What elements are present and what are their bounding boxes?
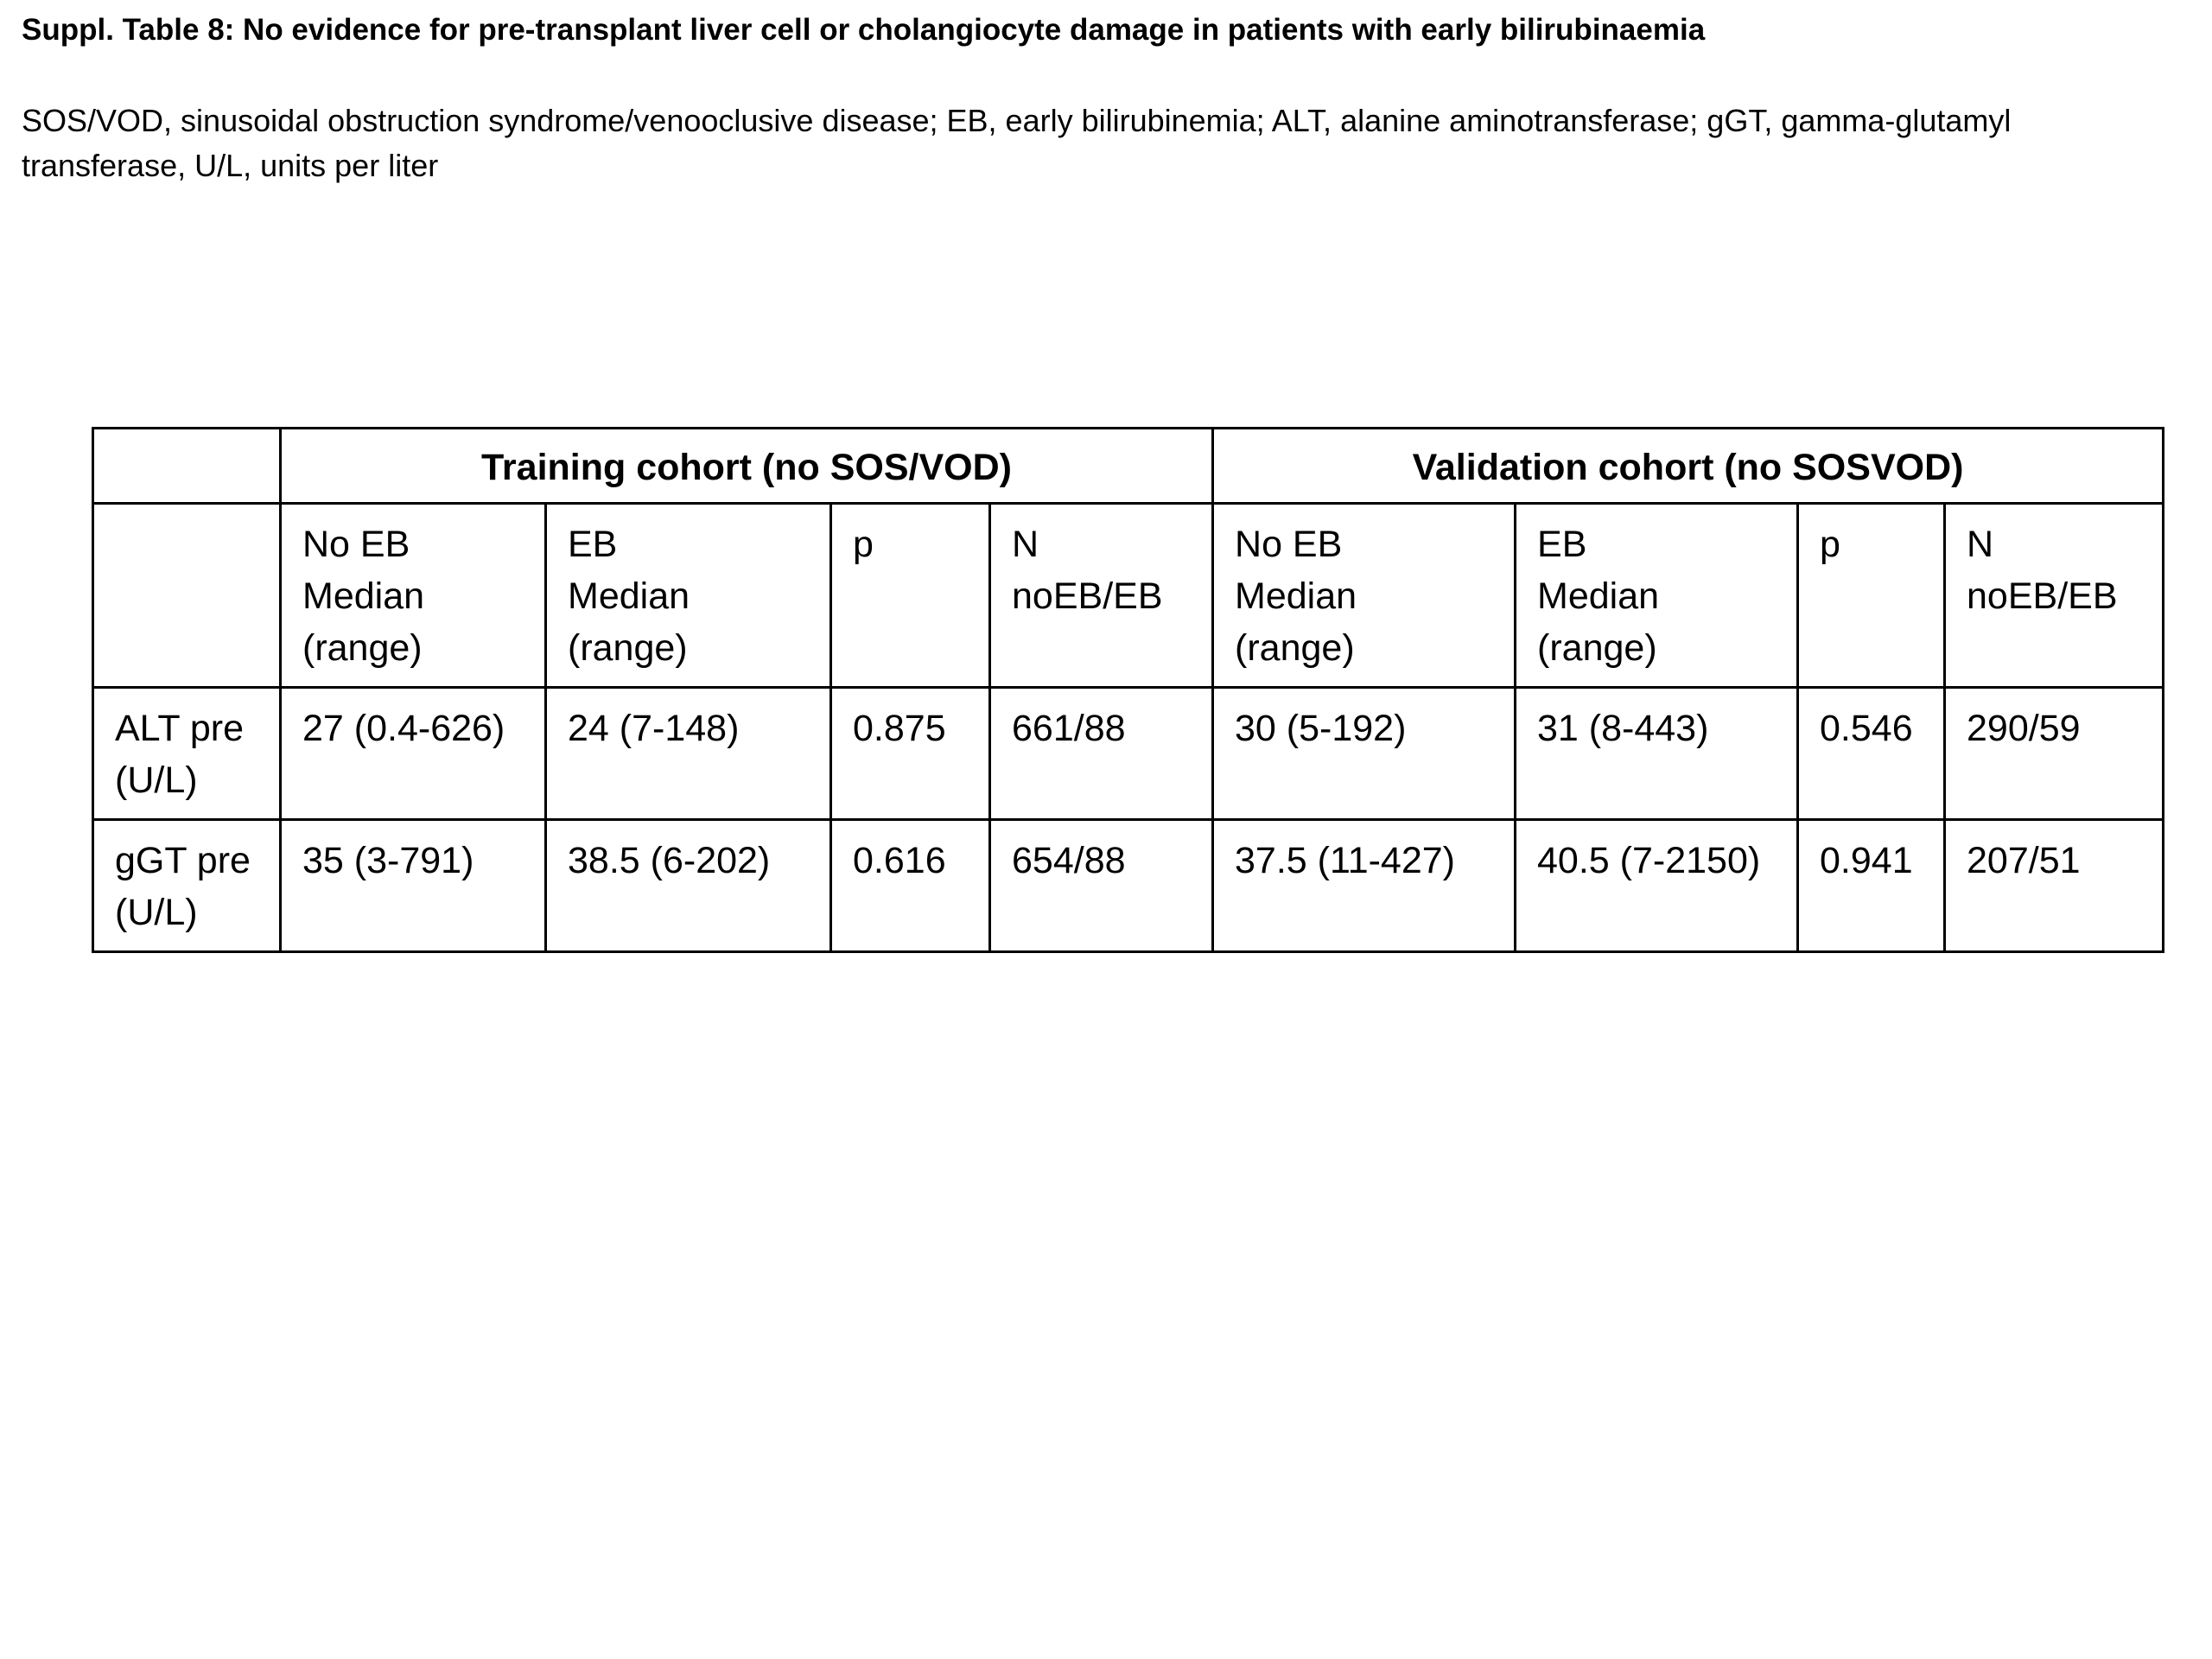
table-cell: 654/88 <box>990 820 1213 952</box>
table-cell: 207/51 <box>1945 820 2164 952</box>
group-header-training: Training cohort (no SOS/VOD) <box>281 429 1213 504</box>
table-caption: SOS/VOD, sinusoidal obstruction syndrome/venooclusive disease; EB, early bilirubinemia; ALT, alanine aminotransferase; gGT, gamma-glutamyl transferase, U/L, units per liter <box>22 103 2012 183</box>
table-cell: 40.5 (7-2150) <box>1516 820 1798 952</box>
table-cell: 24 (7-148) <box>546 688 831 820</box>
column-header: No EB Median (range) <box>1213 504 1516 688</box>
table-cell: 37.5 (11-427) <box>1213 820 1516 952</box>
empty-subheader-cell <box>93 504 281 688</box>
column-header: EB Median (range) <box>1516 504 1798 688</box>
table-cell: 0.875 <box>831 688 990 820</box>
table-cell: 0.941 <box>1798 820 1945 952</box>
table-cell: 290/59 <box>1945 688 2164 820</box>
table-cell: 30 (5-192) <box>1213 688 1516 820</box>
row-label: ALT pre (U/L) <box>93 688 281 820</box>
column-header: EB Median (range) <box>546 504 831 688</box>
column-header: No EB Median (range) <box>281 504 546 688</box>
table-cell: 38.5 (6-202) <box>546 820 831 952</box>
table-cell: 661/88 <box>990 688 1213 820</box>
table-title: Suppl. Table 8: No evidence for pre-transplant liver cell or cholangiocyte damage in patients with early bilirubinaemia <box>22 13 1706 47</box>
group-header-row <box>93 429 2164 504</box>
table-row <box>93 820 2164 952</box>
table-row <box>93 688 2164 820</box>
table-cell: 35 (3-791) <box>281 820 546 952</box>
column-header: N noEB/EB <box>990 504 1213 688</box>
column-header: N noEB/EB <box>1945 504 2164 688</box>
table-cell: 0.616 <box>831 820 990 952</box>
column-header: p <box>1798 504 1945 688</box>
table-cell: 27 (0.4-626) <box>281 688 546 820</box>
row-label: gGT pre (U/L) <box>93 820 281 952</box>
data-table <box>92 427 2164 953</box>
corner-cell <box>93 429 281 504</box>
group-header-validation: Validation cohort (no SOSVOD) <box>1213 429 2164 504</box>
subheader-row <box>93 504 2164 688</box>
table-cell: 31 (8-443) <box>1516 688 1798 820</box>
column-header: p <box>831 504 990 688</box>
table-cell: 0.546 <box>1798 688 1945 820</box>
